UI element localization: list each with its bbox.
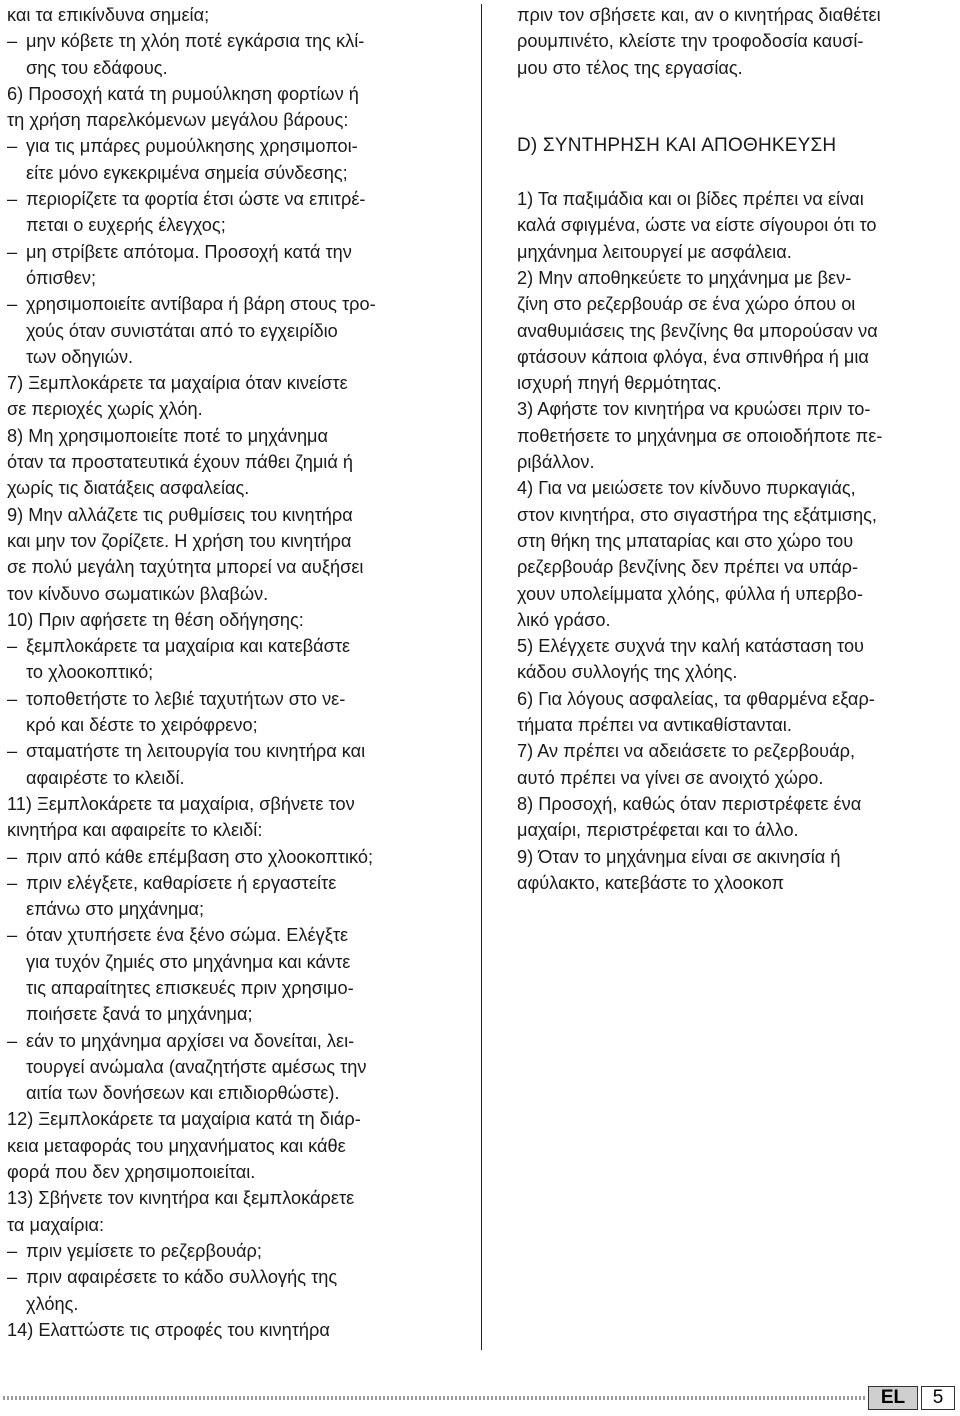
text-line: αναθυμιάσεις της βενζίνης θα μπορούσαν να (517, 320, 878, 341)
text-line: 7) Ξεμπλοκάρετε τα μαχαίρια όταν κινείστε (7, 373, 348, 394)
text-line: 8) Μη χρησιμοποιείτε ποτέ το μηχάνημα (7, 425, 329, 446)
text-line: χούς όταν συνιστάται από το εγχειρίδιο (26, 320, 338, 341)
right-column-body (517, 186, 960, 896)
text-line: καλά σφιγμένα, ώστε να είστε σίγουροι ότι το (517, 215, 877, 236)
text-line: των οδηγιών. (26, 346, 134, 367)
language-badge: EL (868, 1386, 918, 1410)
text-line: 12) Ξεμπλοκάρετε τα μαχαίρια κατά τη διάρ- (7, 1109, 361, 1130)
text-line: 6) Για λόγους ασφαλείας, τα φθαρμένα εξαρ- (517, 688, 875, 709)
text-line: στη θήκη της μπαταρίας και στο χώρο του (517, 530, 854, 551)
text-line: κρό και δέστε το χειρόφρενο; (26, 715, 258, 736)
text-line: κινητήρα και αφαιρείτε το κλειδί: (7, 820, 263, 841)
text-line: μαχαίρι, περιστρέφεται και το άλλο. (517, 820, 799, 841)
text-line: χλόης. (26, 1293, 79, 1314)
text-line: αιτία των δονήσεων και επιδιορθώστε). (26, 1083, 340, 1104)
text-line: φορά που δεν χρησιμοποιείται. (7, 1162, 256, 1183)
bullet-line: – τοποθετήστε το λεβιέ ταχυτήτων στο νε- (7, 686, 452, 712)
text-line: για τυχόν ζημιές στο μηχάνημα και κάντε (26, 951, 351, 972)
section-heading: D) ΣΥΝΤΗΡΗΣΗ ΚΑΙ ΑΠΟΘΗΚΕΥΣΗ (517, 135, 837, 157)
text-line: και μην τον ζορίζετε. Η χρήση του κινητήρα (7, 530, 352, 551)
bullet-line: – για τις μπάρες ρυμούλκησης χρησιμοποι- (7, 133, 452, 159)
text-line: κάδου συλλογής της χλόης. (517, 662, 738, 683)
bullet-line: – πριν αφαιρέσετε το κάδο συλλογής της (7, 1264, 452, 1290)
page-number: 5 (921, 1386, 955, 1410)
text-line: μηχάνημα λειτουργεί με ασφάλεια. (517, 241, 792, 262)
right-column-intro (517, 2, 960, 81)
spacer (517, 81, 960, 107)
bullet-line: – χρησιμοποιείτε αντίβαρα ή βάρη στους τρο- (7, 291, 452, 317)
text-line: αυτό πρέπει να γίνει σε ανοιχτό χώρο. (517, 767, 824, 788)
text-line: χουν υπολείμματα χλόης, φύλλα ή υπερβο- (517, 583, 863, 604)
bullet-line: – πριν ελέγξετε, καθαρίσετε ή εργαστείτε (7, 870, 452, 896)
text-line: 10) Πριν αφήσετε τη θέση οδήγησης: (7, 609, 304, 630)
text-line: τουργεί ανώμαλα (αναζητήστε αμέσως την (26, 1056, 367, 1077)
bullet-line: – όταν χτυπήσετε ένα ξένο σώμα. Ελέγξτε (7, 922, 452, 948)
text-line: είτε μόνο εγκεκριμένα σημεία σύνδεσης; (26, 162, 348, 183)
text-line: 5) Ελέγχετε συχνά την καλή κατάσταση του (517, 636, 865, 657)
text-line: σης του εδάφους. (26, 57, 168, 78)
text-line: αφαιρέστε το κλειδί. (26, 767, 185, 788)
text-line: 11) Ξεμπλοκάρετε τα μαχαίρια, σβήνετε τον (7, 793, 355, 814)
text-line: το χλοοκοπτικό; (26, 662, 154, 683)
bullet-line: – σταματήστε τη λειτουργία του κινητήρα και (7, 738, 452, 764)
bullet-line: – μην κόβετε τη χλόη ποτέ εγκάρσια της κλί- (7, 28, 452, 54)
text-line: 4) Για να μειώσετε τον κίνδυνο πυρκαγιάς, (517, 478, 856, 499)
bullet-line: – ξεμπλοκάρετε τα μαχαίρια και κατεβάστε (7, 633, 452, 659)
text-line: 14) Ελαττώστε τις στροφές του κινητήρα (7, 1319, 330, 1340)
bullet-line: – εάν το μηχάνημα αρχίσει να δονείται, λει- (7, 1028, 452, 1054)
text-line: χωρίς τις διατάξεις ασφαλείας. (7, 478, 250, 499)
text-line: τις απαραίτητες επισκευές πριν χρησιμο- (26, 977, 354, 998)
bullet-line: – μη στρίβετε απότομα. Προσοχή κατά την (7, 239, 452, 265)
bullet-line: – περιορίζετε τα φορτία έτσι ώστε να επιτρέ- (7, 186, 452, 212)
text-line: 13) Σβήνετε τον κινητήρα και ξεμπλοκάρετε (7, 1188, 355, 1209)
spacer (517, 160, 960, 186)
bullet-line: – πριν από κάθε επέμβαση στο χλοοκοπτικό; (7, 844, 452, 870)
text-line: ποιήσετε ξανά το μηχάνημα; (26, 1004, 253, 1025)
text-line: σε περιοχές χωρίς χλόη. (7, 399, 203, 420)
text-line: 2) Μην αποθηκεύετε το μηχάνημα με βεν- (517, 267, 852, 288)
text-line: πριν τον σβήσετε και, αν ο κινητήρας διαθέτει (517, 5, 881, 25)
text-line: 9) Μην αλλάζετε τις ρυθμίσεις του κινητήρα (7, 504, 353, 525)
spacer (517, 107, 960, 133)
footer-dotted-rule (3, 1396, 865, 1400)
text-line: τη χρήση παρελκόμενων μεγάλου βάρους: (7, 110, 349, 131)
text-line: επάνω στο μηχάνημα; (26, 899, 205, 920)
text-line: 1) Τα παξιμάδια και οι βίδες πρέπει να είναι (517, 189, 864, 210)
text-line: ποθετήσετε το μηχάνημα σε οποιοδήποτε πε- (517, 425, 883, 446)
left-column (7, 2, 452, 1343)
text-line: 7) Αν πρέπει να αδειάσετε το ρεζερβουάρ, (517, 741, 856, 762)
column-divider (481, 4, 482, 1350)
text-line: ριβάλλον. (517, 452, 595, 473)
text-line: όπισθεν; (26, 267, 97, 288)
text-line: 6) Προσοχή κατά τη ρυμούλκηση φορτίων ή (7, 83, 359, 104)
text-line: ισχυρή πηγή θερμότητας. (517, 373, 722, 394)
text-line: στον κινητήρα, στο σιγαστήρα της εξάτμισης, (517, 504, 877, 525)
text-line: ρεζερβουάρ βενζίνης δεν πρέπει να υπάρ- (517, 557, 859, 578)
text-line: σε πολύ μεγάλη ταχύτητα μπορεί να αυξήσει (7, 557, 364, 578)
text-line: τήματα πρέπει να αντικαθίστανται. (517, 715, 792, 736)
text-line: κεια μεταφοράς του μηχανήματος και κάθε (7, 1135, 346, 1156)
text-line: όταν τα προστατευτικά έχουν πάθει ζημιά ή (7, 452, 354, 473)
text-line: 3) Αφήστε τον κινητήρα να κρυώσει πριν το- (517, 399, 871, 420)
bullet-line: – πριν γεμίσετε το ρεζερβουάρ; (7, 1238, 452, 1264)
text-line: τα μαχαίρια: (7, 1214, 105, 1235)
text-line: μου στο τέλος της εργασίας. (517, 57, 743, 78)
text-line: φτάσουν κάποια φλόγα, ένα σπινθήρα ή μια (517, 346, 869, 367)
text-line: ζίνη στο ρεζερβουάρ σε ένα χώρο όπου οι (517, 294, 856, 315)
text-line: 8) Προσοχή, καθώς όταν περιστρέφετε ένα (517, 793, 862, 814)
text-line: ρουμπινέτο, κλείστε την τροφοδοσία καυσί- (517, 31, 864, 52)
text-line: 9) Όταν το μηχάνημα είναι σε ακινησία ή (517, 846, 841, 867)
text-line: τον κίνδυνο σωματικών βλαβών. (7, 583, 269, 604)
right-column (517, 2, 960, 896)
text-line: αφύλακτο, κατεβάστε το χλοοκοπ (517, 872, 785, 893)
text-line: λικό γράσο. (517, 609, 611, 630)
text-line: πεται ο ευχερής έλεγχος; (26, 215, 226, 236)
text-line: και τα επικίνδυνα σημεία; (7, 5, 210, 25)
